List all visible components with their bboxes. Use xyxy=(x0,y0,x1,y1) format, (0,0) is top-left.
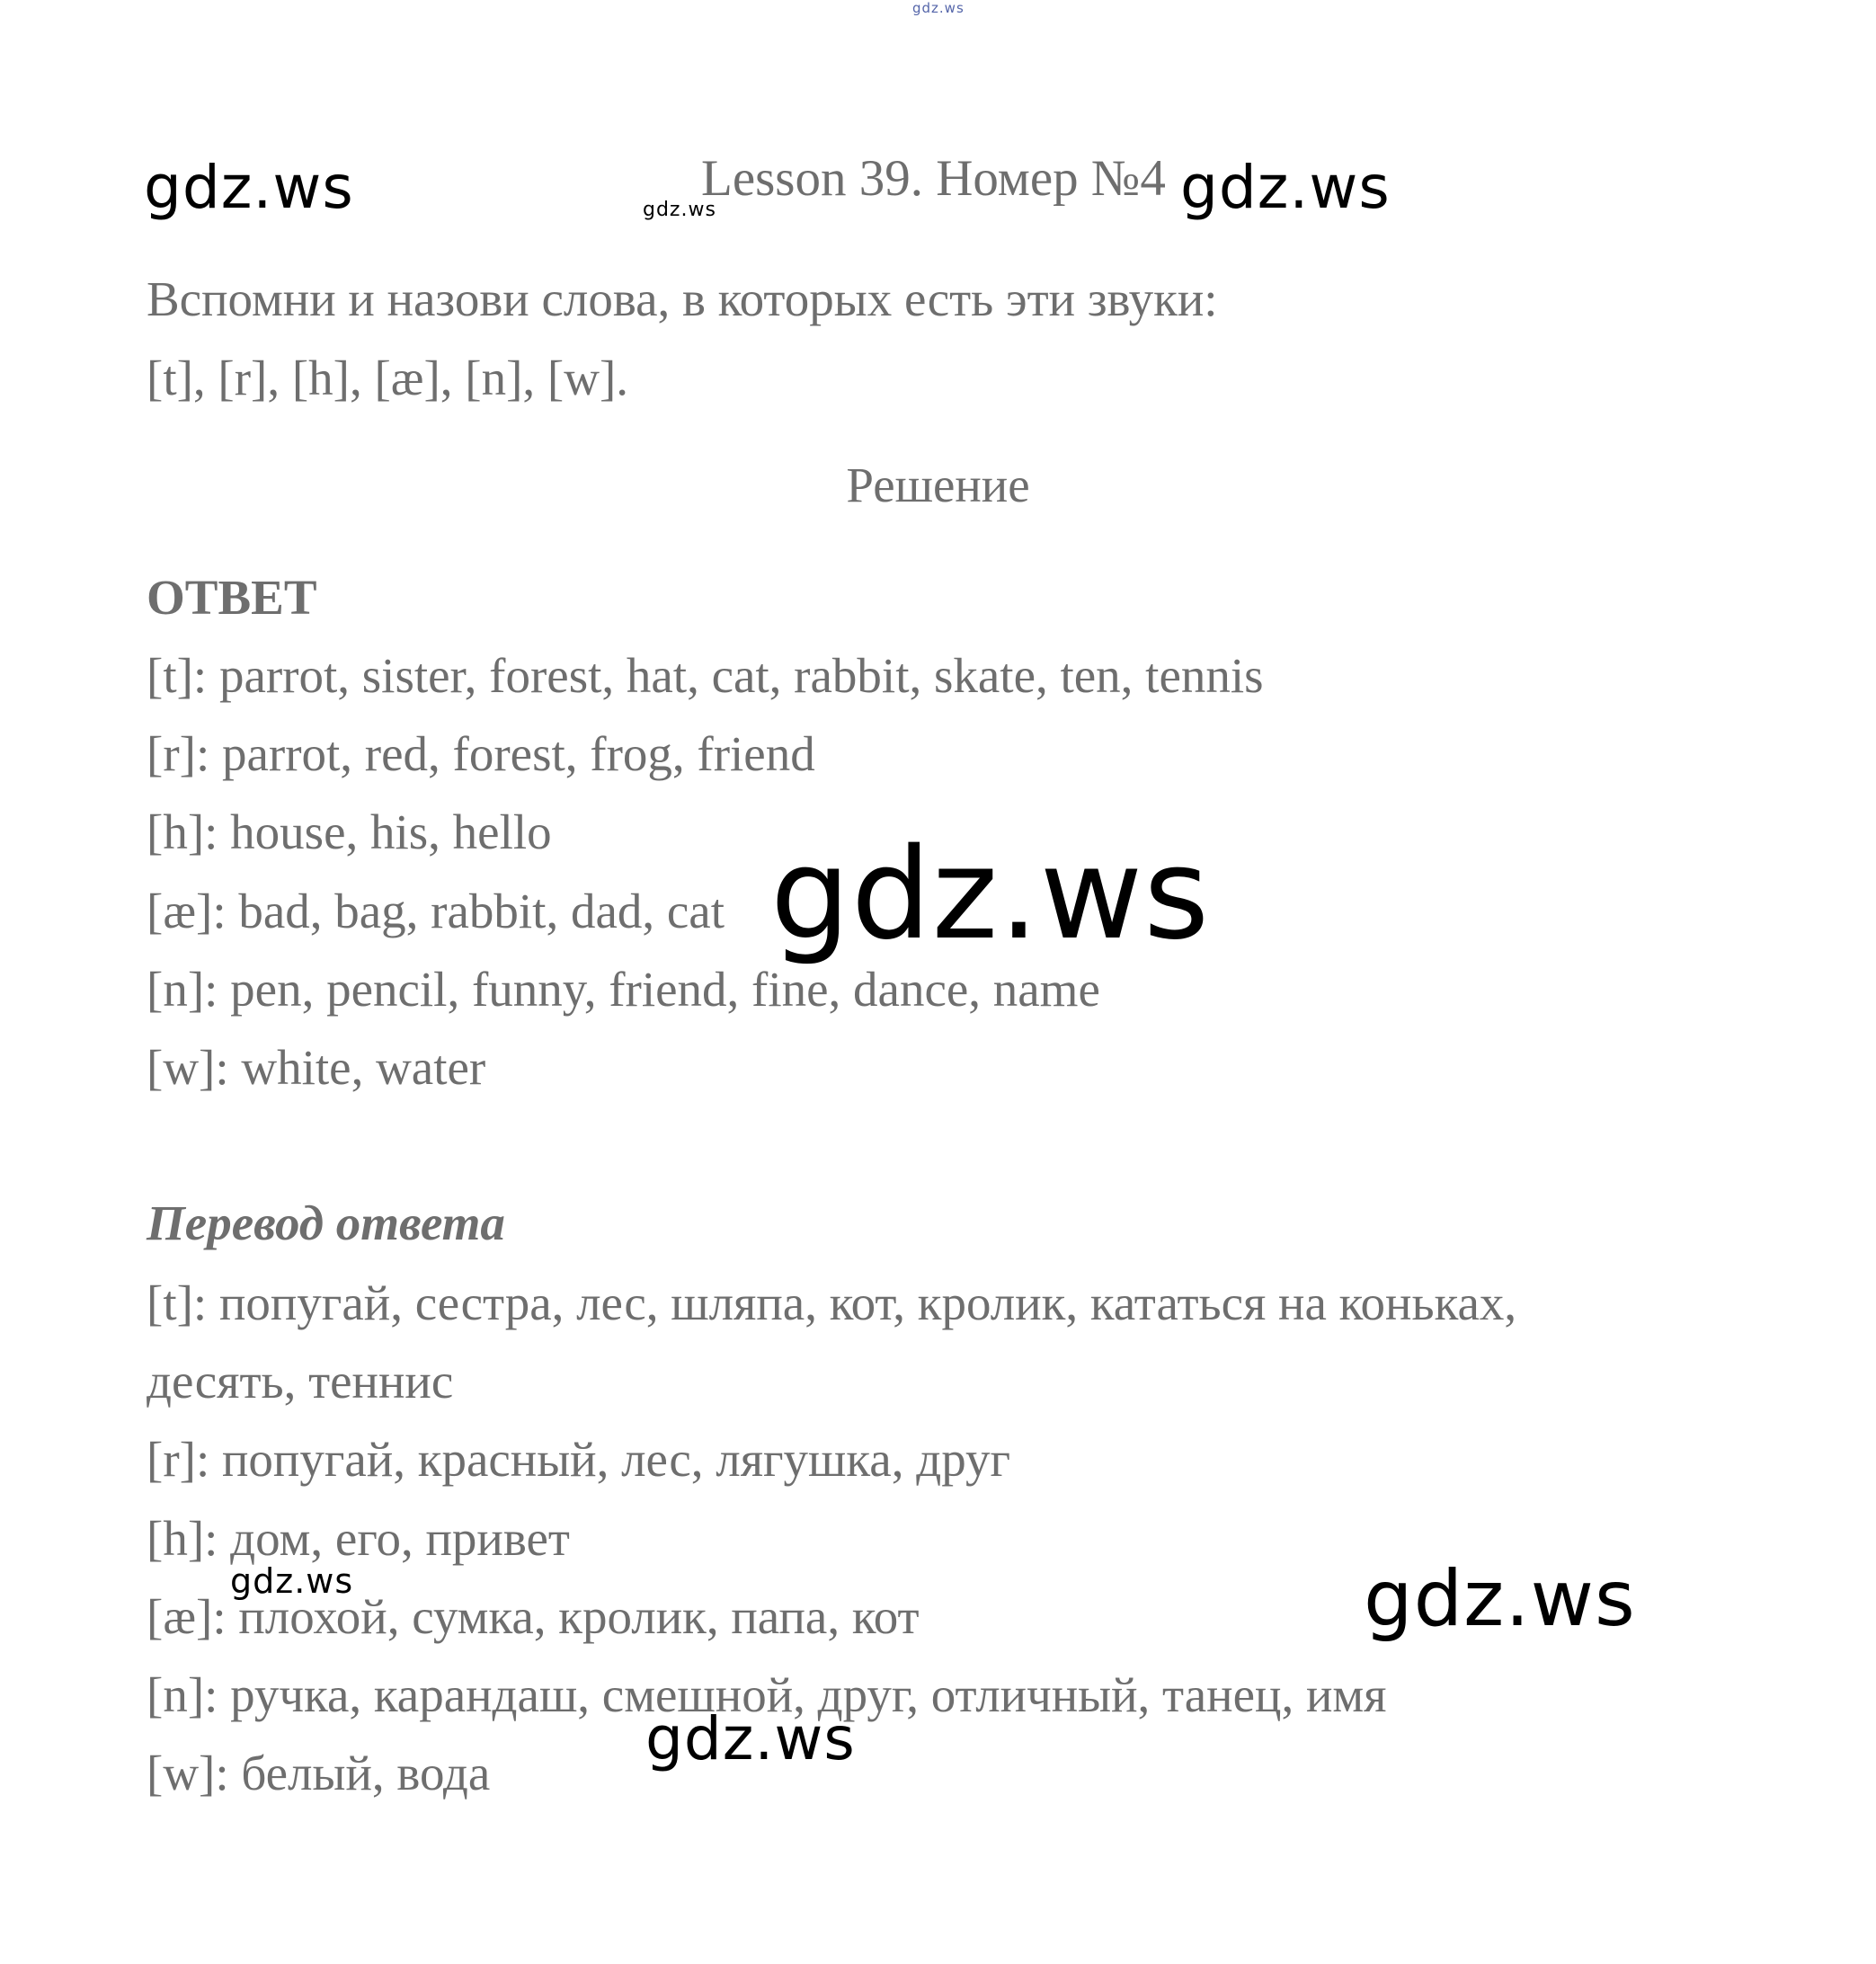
watermark-large: gdz.ws xyxy=(770,822,1211,968)
translation-heading: Перевод ответа xyxy=(147,1195,505,1250)
translation-line-n: [n]: ручка, карандаш, смешной, друг, отличный, танец, имя xyxy=(147,1667,1387,1722)
watermark: gdz.ws xyxy=(230,1561,354,1601)
translation-line-w: [w]: белый, вода xyxy=(147,1746,491,1800)
solution-label: Решение xyxy=(846,458,1030,512)
watermark: gdz.ws xyxy=(645,1704,856,1773)
translation-line-ae: [æ]: плохой, сумка, кролик, папа, кот xyxy=(147,1589,920,1644)
answer-line-w: [w]: white, water xyxy=(147,1040,486,1095)
answer-line-h: [h]: house, his, hello xyxy=(147,804,552,859)
translation-line-t: [t]: попугай, сестра, лес, шляпа, кот, кролик, кататься на коньках, xyxy=(147,1275,1517,1330)
task-sounds: [t], [r], [h], [æ], [n], [w]. xyxy=(147,351,629,405)
watermark: gdz.ws xyxy=(643,199,716,221)
answer-heading: ОТВЕТ xyxy=(147,570,317,625)
answer-line-r: [r]: parrot, red, forest, frog, friend xyxy=(147,726,815,781)
answer-line-ae: [æ]: bad, bag, rabbit, dad, cat xyxy=(147,884,725,938)
watermark-top: gdz.ws xyxy=(912,0,965,16)
answer-line-t: [t]: parrot, sister, forest, hat, cat, rabbit, skate, ten, tennis xyxy=(147,648,1264,703)
answer-line-n: [n]: pen, pencil, funny, friend, fine, dance, name xyxy=(147,962,1100,1017)
translation-line-t-continued: десять, теннис xyxy=(147,1354,454,1409)
watermark: gdz.ws xyxy=(1364,1554,1636,1644)
translation-line-r: [r]: попугай, красный, лес, лягушка, друг xyxy=(147,1432,1011,1487)
task-prompt: Вспомни и назови слова, в которых есть эти звуки: xyxy=(147,271,1218,326)
watermark: gdz.ws xyxy=(144,153,354,222)
translation-line-h: [h]: дом, его, привет xyxy=(147,1511,570,1566)
watermark: gdz.ws xyxy=(1180,153,1391,222)
page-title: Lesson 39. Номер №4 xyxy=(701,150,1166,207)
